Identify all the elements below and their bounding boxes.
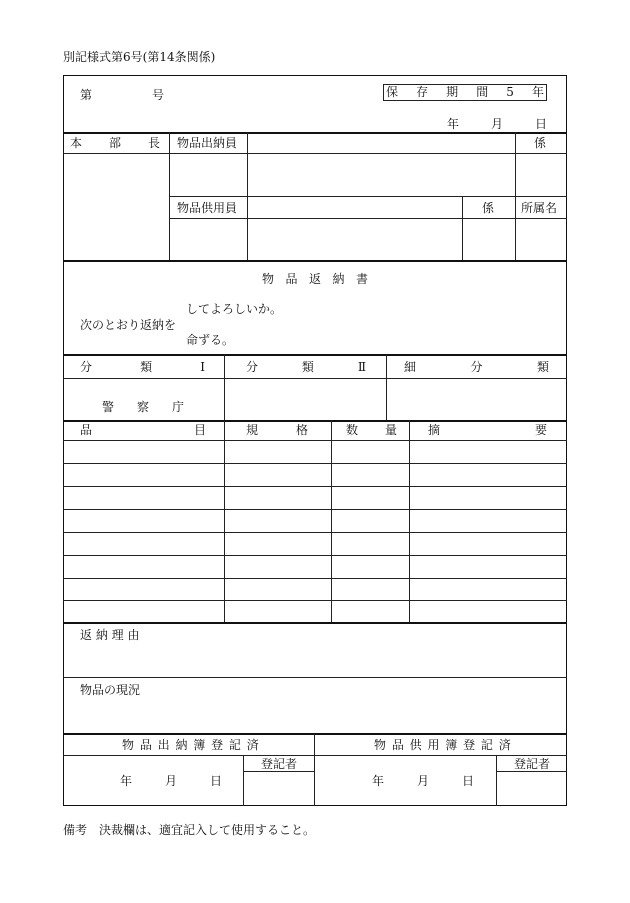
document-title: 物 品 返 納 書 xyxy=(262,272,368,286)
rule xyxy=(515,132,516,196)
rule xyxy=(224,420,225,622)
issue-ledger-date: 年 月 日 xyxy=(120,774,222,788)
spec-header: 規 格 xyxy=(246,423,308,437)
issue-ledger-registered: 物 品 出 納 簿 登 記 済 xyxy=(122,738,260,752)
table-row xyxy=(63,463,567,464)
rule xyxy=(63,755,567,756)
rule xyxy=(169,218,567,219)
rule xyxy=(63,733,567,735)
rule xyxy=(243,771,314,772)
rule xyxy=(462,196,463,260)
issue-officer-label: 物品出納員 xyxy=(177,136,238,150)
rule xyxy=(63,132,567,134)
return-reason-label: 返 納 理 由 xyxy=(80,628,140,642)
rule xyxy=(331,420,332,622)
registrar-left-label: 登記者 xyxy=(261,757,298,771)
subcategory-label: 細 分 類 xyxy=(404,360,549,374)
rule xyxy=(63,378,567,379)
table-row xyxy=(63,532,567,533)
affiliation-label: 所属名 xyxy=(521,201,558,215)
rule xyxy=(247,132,248,260)
item-condition-label: 物品の現況 xyxy=(80,683,141,697)
number-suffix: 号 xyxy=(152,88,165,102)
rule xyxy=(63,153,567,154)
rule xyxy=(314,733,315,806)
rule xyxy=(496,755,497,806)
rule xyxy=(169,132,170,260)
retention-period: 保 存 期 間 5 年 xyxy=(386,85,544,99)
registrar-right-label: 登記者 xyxy=(514,757,551,771)
rule xyxy=(63,354,567,356)
form-number-note: 別記様式第6号(第14条関係) xyxy=(63,50,216,64)
rule xyxy=(409,420,410,622)
rule xyxy=(496,771,567,772)
table-row xyxy=(63,600,567,601)
rule xyxy=(63,622,567,624)
supply-ledger-registered: 物 品 供 用 簿 登 記 済 xyxy=(374,738,512,752)
rule xyxy=(63,420,567,422)
table-row xyxy=(63,486,567,487)
category-1-label: 分 類 Ⅰ xyxy=(80,360,205,374)
body-line-main: 次のとおり返納を xyxy=(80,318,177,332)
rule xyxy=(63,677,567,678)
rule xyxy=(169,196,567,197)
item-name-header: 品 目 xyxy=(80,423,206,437)
body-line-request: してよろしいか。 xyxy=(186,302,283,316)
rule xyxy=(63,260,567,262)
category-2-label: 分 類 Ⅱ xyxy=(246,360,366,374)
category-1-value: 警 察 庁 xyxy=(102,400,184,414)
form-date: 年 月 日 xyxy=(447,117,547,131)
table-row xyxy=(63,509,567,510)
supply-section-label: 係 xyxy=(482,201,495,215)
rule xyxy=(515,196,516,260)
remarks-note: 備考 決裁欄は、適宜記入して使用すること。 xyxy=(63,823,316,837)
rule xyxy=(386,354,387,420)
table-row xyxy=(63,555,567,556)
rule xyxy=(243,755,244,806)
table-row xyxy=(63,578,567,579)
supply-ledger-date: 年 月 日 xyxy=(372,774,474,788)
remarks-header: 摘 要 xyxy=(428,423,547,437)
table-row xyxy=(63,440,567,441)
supply-officer-label: 物品供用員 xyxy=(177,201,238,215)
issue-section-label: 係 xyxy=(534,136,547,150)
rule xyxy=(224,354,225,420)
number-prefix: 第 xyxy=(80,88,93,102)
headquarters-chief-label: 本 部 長 xyxy=(70,136,160,150)
quantity-header: 数 量 xyxy=(346,423,397,437)
body-line-order: 命ずる。 xyxy=(186,333,235,347)
